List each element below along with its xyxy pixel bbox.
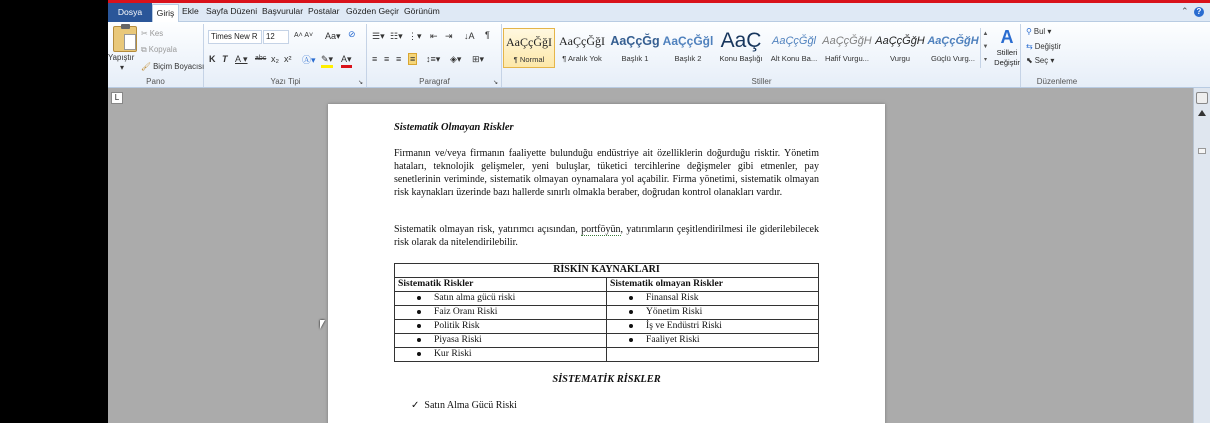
- align-left-icon[interactable]: ≡: [372, 54, 378, 64]
- style-name: ¶ Aralık Yok: [562, 54, 602, 63]
- select-button[interactable]: ⬉ Seç ▾: [1026, 56, 1055, 65]
- style-preview: AaÇ: [720, 29, 762, 52]
- group-label-paragraph: Paragraf: [419, 77, 450, 86]
- style-preview: AaÇçĞğH: [875, 35, 925, 47]
- scroll-thumb[interactable]: [1198, 148, 1206, 154]
- gallery-more-icon[interactable]: ▾: [983, 57, 987, 63]
- table-cell: Faaliyet Riski: [607, 334, 819, 348]
- group-styles: [503, 24, 1021, 87]
- style-intense-emphasis[interactable]: [927, 28, 979, 68]
- style-name: Başlık 1: [621, 54, 649, 63]
- replace-button[interactable]: ⇆ Değiştir: [1026, 42, 1062, 51]
- risk-sources-table: [394, 263, 819, 362]
- checkmark-icon: ✓: [411, 400, 420, 411]
- table-row: [395, 334, 819, 348]
- style-name: Alt Konu Ba...: [770, 54, 818, 63]
- group-label-styles: Stiller: [751, 77, 772, 86]
- borders-icon[interactable]: ⊞▾: [472, 54, 485, 64]
- heading-unsystematic-risks: Sistematik Olmayan Riskler: [394, 122, 514, 133]
- format-painter-button[interactable]: 🖌 Biçim Boyacısı: [141, 62, 205, 71]
- superscript-icon[interactable]: x²: [284, 54, 292, 64]
- text-effects-icon[interactable]: Ⓐ▾: [302, 55, 316, 65]
- style-no-spacing[interactable]: [556, 28, 608, 68]
- table-cell: Finansal Risk: [607, 292, 819, 306]
- tab-insert[interactable]: Ekle: [182, 6, 199, 16]
- scroll-up-icon[interactable]: [1198, 110, 1206, 116]
- tab-file[interactable]: Dosya: [108, 3, 152, 22]
- shading-icon[interactable]: ◈▾: [450, 54, 462, 64]
- group-paragraph: [368, 24, 502, 87]
- decrease-indent-icon[interactable]: ⇤: [430, 31, 438, 41]
- table-cell: [607, 348, 819, 362]
- style-subtle-emphasis[interactable]: [821, 28, 873, 68]
- strikethrough-icon[interactable]: abc: [255, 55, 267, 62]
- justify-icon[interactable]: ≡: [410, 54, 416, 64]
- sort-icon[interactable]: ↓A: [464, 31, 475, 41]
- group-label-editing: Düzenleme: [1036, 77, 1078, 86]
- find-button[interactable]: ⚲ Bul ▾: [1026, 27, 1052, 36]
- style-preview: AaÇçĞğl: [662, 34, 714, 48]
- scissors-icon: ✂: [141, 29, 148, 38]
- heading-systematic-risks: SİSTEMATİK RİSKLER: [552, 374, 661, 385]
- clear-format-icon[interactable]: ⊘: [348, 29, 356, 39]
- bullets-icon[interactable]: ☰▾: [372, 31, 385, 41]
- line-spacing-icon[interactable]: ↕≡▾: [426, 54, 441, 64]
- style-preview: AaÇçĞğl: [771, 35, 817, 47]
- help-icon[interactable]: ?: [1194, 7, 1204, 17]
- table-row: [395, 292, 819, 306]
- cut-button[interactable]: ✂ Kes: [141, 29, 164, 38]
- highlight-icon[interactable]: ✎▾: [321, 54, 333, 68]
- bold-icon[interactable]: K: [209, 54, 216, 64]
- style-preview: AaÇçĞg: [610, 34, 660, 48]
- font-size-box[interactable]: 12: [263, 30, 289, 44]
- style-name: Başlık 2: [674, 54, 702, 63]
- paragraph-dialog-launcher-icon[interactable]: ↘: [492, 80, 498, 86]
- style-normal[interactable]: [503, 28, 555, 68]
- paragraph-unsystematic-definition: Firmanın ve/veya firmanın faaliyette bulunduğu endüstriye ait özelliklerin doğurduğu risktir. Yönetim hataları, teknolojik gelişmeler, yeni buluşlar, tüketici tercihlerine değişmeler gibi etmenler, pay senetlerinin veriminde, sistematik olmayan oynamalara yol açabilir. Firma yönetimi, sistematik olmayan risk kaynakları üzerinde bazı hallerde sınırlı olmakla beraber, doğrudan kontrol olanakları vardır.: [394, 148, 819, 198]
- table-cell: Piyasa Riski: [395, 334, 607, 348]
- style-emphasis[interactable]: [874, 28, 926, 68]
- group-label-font: Yazı Tipi: [270, 77, 301, 86]
- grow-font-icon[interactable]: A˄ A˅: [294, 32, 314, 39]
- style-title[interactable]: [715, 28, 767, 68]
- style-name: Hafif Vurgu...: [824, 54, 870, 63]
- underline-icon[interactable]: A ▾: [235, 54, 248, 64]
- mouse-cursor-icon: [320, 320, 325, 329]
- ribbon-tabs: [108, 3, 1210, 22]
- tab-mailings[interactable]: Postalar: [308, 6, 340, 16]
- copy-button[interactable]: ⧉ Kopyala: [141, 45, 177, 54]
- group-clipboard: [108, 24, 204, 87]
- align-right-icon[interactable]: ≡: [396, 54, 402, 64]
- style-name: Güçlü Vurg...: [930, 54, 976, 63]
- table-row: [395, 320, 819, 334]
- numbering-icon[interactable]: ☷▾: [390, 31, 403, 41]
- style-name: Konu Başlığı: [719, 54, 763, 63]
- style-preview: AaÇçĞğH: [822, 35, 872, 47]
- change-case-icon[interactable]: Aa▾: [325, 31, 341, 41]
- tab-view[interactable]: Görünüm: [404, 6, 440, 16]
- style-name: Vurgu: [890, 54, 910, 63]
- gallery-down-icon[interactable]: ▼: [982, 44, 989, 50]
- increase-indent-icon[interactable]: ⇥: [445, 31, 453, 41]
- spellcheck-word: portföyün: [581, 224, 621, 235]
- font-name-box[interactable]: Times New R: [208, 30, 262, 44]
- table-row: [395, 306, 819, 320]
- ribbon: [108, 22, 1210, 88]
- subscript-icon[interactable]: x₂: [271, 54, 279, 64]
- change-styles-button[interactable]: [992, 26, 1022, 76]
- align-center-icon[interactable]: ≡: [384, 54, 390, 64]
- brush-icon: 🖌: [141, 62, 151, 71]
- style-name: ¶ Normal: [513, 55, 545, 64]
- table-header-systematic: Sistematik Riskler: [395, 278, 607, 292]
- table-cell: Politik Risk: [395, 320, 607, 334]
- styles-gallery-scroll[interactable]: [980, 28, 990, 68]
- paragraph-diversification: Sistematik olmayan risk, yatırımcı açısından, portföyün, yatırımların çeşitlendirilmesi ile giderilebilecek risk olarak da nitelendirilebilir.: [394, 224, 819, 248]
- table-cell: Faiz Oranı Riski: [395, 306, 607, 320]
- minimize-ribbon-icon[interactable]: ⌃: [1180, 6, 1189, 16]
- table-cell: Kur Riski: [395, 348, 607, 362]
- copy-icon: ⧉: [141, 45, 147, 54]
- tab-review[interactable]: Gözden Geçir: [346, 6, 400, 16]
- tab-selector-icon[interactable]: [111, 92, 123, 104]
- change-styles-label: Stilleri Değiştir: [994, 48, 1020, 67]
- paste-icon[interactable]: [113, 26, 137, 52]
- table-row: [395, 348, 819, 362]
- replace-icon: ⇆: [1026, 42, 1033, 51]
- table-cell: Satın alma gücü riski: [395, 292, 607, 306]
- tab-page-layout[interactable]: Sayfa Düzeni: [206, 6, 258, 16]
- select-arrow-icon: ⬉: [1026, 56, 1033, 65]
- table-cell: İş ve Endüstri Riski: [607, 320, 819, 334]
- style-heading-1[interactable]: [609, 28, 661, 68]
- binoculars-icon: ⚲: [1026, 27, 1032, 36]
- table-title: RİSKİN KAYNAKLARI: [395, 264, 819, 278]
- font-dialog-launcher-icon[interactable]: ↘: [357, 80, 363, 86]
- style-preview: AaÇçĞğI: [559, 34, 605, 48]
- font-color-icon[interactable]: A▾: [341, 54, 352, 68]
- multilevel-list-icon[interactable]: ⋮▾: [408, 31, 422, 41]
- style-subtitle[interactable]: [768, 28, 820, 68]
- tab-home[interactable]: Giriş: [152, 4, 179, 23]
- style-preview: AaÇçĞğI: [506, 35, 552, 49]
- style-preview: AaÇçĞğH: [927, 35, 979, 47]
- table-header-unsystematic: Sistematik olmayan Riskler: [607, 278, 819, 292]
- paste-dropdown-icon[interactable]: ▾: [120, 63, 124, 72]
- gallery-up-icon[interactable]: ▲: [982, 31, 989, 37]
- ruler-toggle-icon[interactable]: [1196, 92, 1208, 104]
- vertical-scrollbar[interactable]: [1193, 88, 1210, 423]
- table-cell: Yönetim Riski: [607, 306, 819, 320]
- window-help-controls: [1181, 6, 1204, 17]
- tab-references[interactable]: Başvurular: [262, 6, 304, 16]
- document-page[interactable]: [328, 104, 885, 423]
- checklist-item: ✓ Satın Alma Gücü Riski: [411, 400, 517, 411]
- style-heading-2[interactable]: [662, 28, 714, 68]
- show-marks-icon[interactable]: ¶: [485, 30, 490, 40]
- group-label-clipboard: Pano: [146, 77, 165, 86]
- group-font: [205, 24, 367, 87]
- italic-icon[interactable]: T: [222, 54, 228, 64]
- paste-button[interactable]: Yapıştır: [108, 53, 135, 62]
- word-window: [108, 0, 1210, 423]
- group-editing: [1022, 24, 1092, 87]
- change-styles-icon: A: [1000, 27, 1014, 47]
